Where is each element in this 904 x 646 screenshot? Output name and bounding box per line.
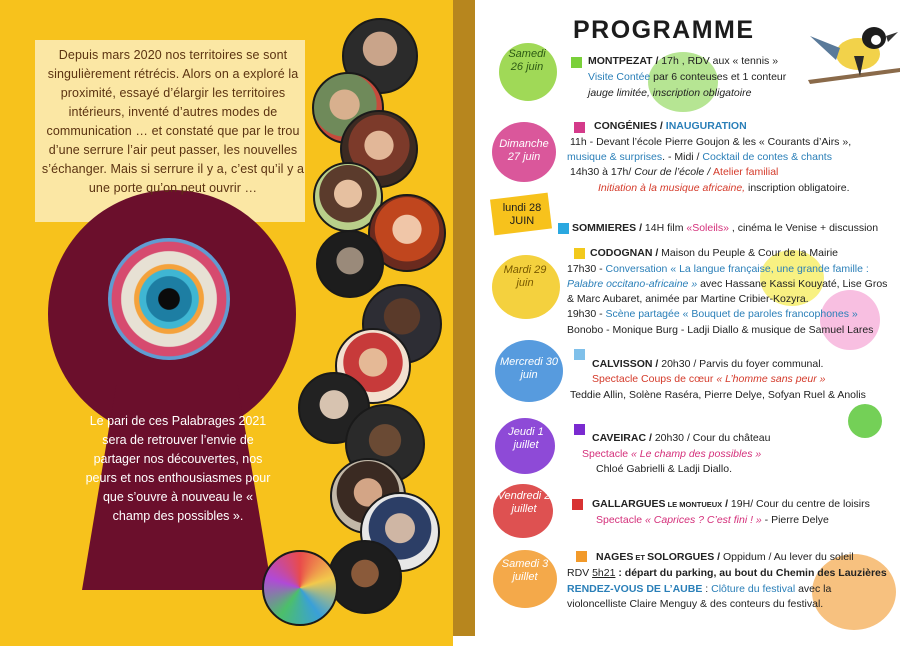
event-text: 20h30 / Cour du château (651, 432, 771, 444)
event-text: RDV (567, 567, 593, 579)
event-text: 14h30 à 17h/ (570, 166, 635, 178)
event-highlight: Initiation à la musique africaine, (598, 182, 746, 194)
event-text: 19h30 - (567, 308, 606, 320)
event-place: CAVEIRAC / (592, 432, 652, 444)
event-codognan (590, 246, 838, 261)
event-line (567, 566, 887, 581)
event-highlight: « Le champ des possibles » (628, 448, 762, 460)
event-line (570, 165, 778, 180)
event-line: Bonobo - Monique Burg - Ladji Diallo & musique de Samuel Lares (567, 324, 874, 336)
event-place: MONTPEZAT / (588, 55, 659, 67)
event-tag: INAUGURATION (665, 120, 747, 132)
event-place: CALVISSON / (592, 358, 659, 370)
event-nages (596, 550, 854, 565)
event-highlight: Cocktail de contes & chants (702, 151, 832, 163)
event-text: Maison du Peuple & Cour de la Mairie (658, 247, 839, 259)
event-line (592, 372, 825, 387)
event-highlight: Spectacle (596, 514, 643, 526)
event-place: SOLORGUES / (647, 551, 721, 563)
event-line: Teddie Allin, Solène Raséra, Pierre Delye, Sofyan Ruel & Anolis (570, 389, 866, 401)
event-highlight: Clôture du festival (711, 583, 796, 595)
event-text: - Pierre Delye (761, 514, 829, 526)
day-label: Jeudi 1 juillet (508, 426, 544, 451)
event-highlight: Visite Contée (588, 71, 651, 83)
event-line (567, 582, 831, 597)
event-text: 20h30 / Parvis du foyer communal. (658, 358, 824, 370)
event-highlight: Spectacle (582, 448, 629, 460)
event-place: NAGES (596, 551, 634, 563)
event-line (567, 307, 858, 322)
event-highlight: Palabre occitano-africaine » (567, 278, 698, 290)
event-text: : (702, 583, 712, 595)
event-caveirac (592, 431, 770, 446)
page-fold-stripe (453, 0, 475, 636)
bullet-square (558, 223, 569, 234)
day-label: Samedi 26 juin (508, 48, 546, 73)
bird-illustration (806, 6, 902, 90)
portrait-photo (316, 230, 384, 298)
event-place-small: LE MONTUEUX (665, 500, 723, 509)
event-text: . - Midi / (662, 151, 703, 163)
event-highlight: Scène partagée « Bouquet de paroles francophones » (605, 308, 858, 320)
event-place: CONGÉNIES / (594, 120, 663, 132)
event-text: / (722, 498, 729, 510)
event-text: avec Hassane Kassi Kouyaté, Lise Gros (697, 278, 888, 290)
event-text: Cour de l’école / (634, 166, 714, 178)
day-label: Mardi 29 juin (503, 264, 547, 289)
bullet-square (574, 349, 585, 360)
event-place: GALLARGUES (592, 498, 666, 510)
event-line (567, 262, 869, 277)
event-line (582, 447, 761, 462)
event-text: avec la (795, 583, 832, 595)
event-calvisson (592, 357, 823, 372)
bullet-square (572, 499, 583, 510)
day-label: Vendredi 2 juillet (497, 490, 551, 515)
event-highlight: Atelier familial (713, 166, 779, 178)
bullet-square (571, 57, 582, 68)
event-text: 17h30 - (567, 263, 606, 275)
event-highlight: 5h21 (592, 567, 616, 579)
event-highlight: « L’homme sans peur » (713, 373, 826, 385)
event-highlight: RENDEZ-VOUS DE L’AUBE (567, 583, 703, 595)
event-line: Chloé Gabrielli & Ladji Diallo. (596, 463, 732, 475)
event-congenies (594, 119, 747, 134)
event-text: Oppidum / Au lever du soleil (720, 551, 854, 563)
event-line (567, 277, 887, 292)
event-place: CODOGNAN / (590, 247, 659, 259)
event-gallargues (592, 497, 870, 512)
eye-illustration (108, 238, 230, 360)
event-text: , cinéma le Venise + discussion (728, 222, 879, 234)
portrait-photo (262, 550, 338, 626)
day-label: lundi 28 JUIN (502, 202, 542, 227)
event-line: violoncelliste Claire Menguy & des conteurs du festival. (567, 598, 824, 610)
event-line (598, 181, 850, 196)
event-line: & Marc Aubaret, animée par Martine Cribier-Kozyra. (567, 293, 809, 305)
bullet-square (574, 424, 585, 435)
event-highlight: musique & surprises (567, 151, 663, 163)
event-line (588, 70, 786, 85)
event-text: 14H film (642, 222, 687, 234)
bullet-square (574, 248, 585, 259)
event-text: inscription obligatoire. (745, 182, 850, 194)
event-highlight: «Soleils» (686, 222, 729, 234)
event-highlight: « Caprices ? C’est fini ! » (642, 514, 762, 526)
event-text: par 6 conteuses et 1 conteur (650, 71, 787, 83)
programme-title-text: PROGRAMME (573, 16, 755, 44)
closing-text: Le pari de ces Palabrages 2021 sera de retrouver l’envie de partager nos découvertes, nos peurs et nos enthousiasmes pour que s’ouvre à nouveau le « champ des possibles ». (85, 414, 271, 523)
day-label: Mercredi 30 juin (499, 356, 559, 381)
intro-text: Depuis mars 2020 nos territoires se sont singulièrement rétrécis. Alors on a exploré la proximité, essayé d’élargir les territoires intérieurs, inventé d’autres modes de communication … et constaté que par le trou d’une serrure l’air peut passer, les nouvelles s’échanger. Mais si serrure il y a, c’est qu’il y a une porte qu’on peut ouvrir … (41, 48, 305, 195)
day-label: Dimanche 27 juin (499, 138, 549, 163)
bullet-square (576, 551, 587, 562)
day-label: Samedi 3 juillet (501, 558, 549, 583)
event-line: 11h - Devant l’école Pierre Goujon & les « Courants d’Airs », (570, 136, 852, 148)
event-place: SOMMIERES / (572, 222, 643, 234)
event-line (596, 513, 829, 528)
event-text: : départ du parking, au bout du Chemin des Lauzières (615, 567, 887, 579)
watercolor-blob (848, 404, 882, 438)
event-line (567, 150, 832, 165)
event-highlight: Conversation « La langue française, une grande famille : (605, 263, 869, 275)
event-sommieres (572, 221, 878, 236)
bullet-square (574, 122, 585, 133)
event-place-small: ET (633, 553, 648, 562)
event-highlight: Spectacle Coups de cœur (592, 373, 714, 385)
programme-title (573, 16, 755, 45)
event-text: 19H/ Cour du centre de loisirs (728, 498, 870, 510)
event-montpezat (588, 54, 778, 69)
portrait-photo (328, 540, 402, 614)
event-line: jauge limitée, inscription obligatoire (588, 87, 752, 99)
event-line: 17h , RDV aux « tennis » (658, 55, 779, 67)
